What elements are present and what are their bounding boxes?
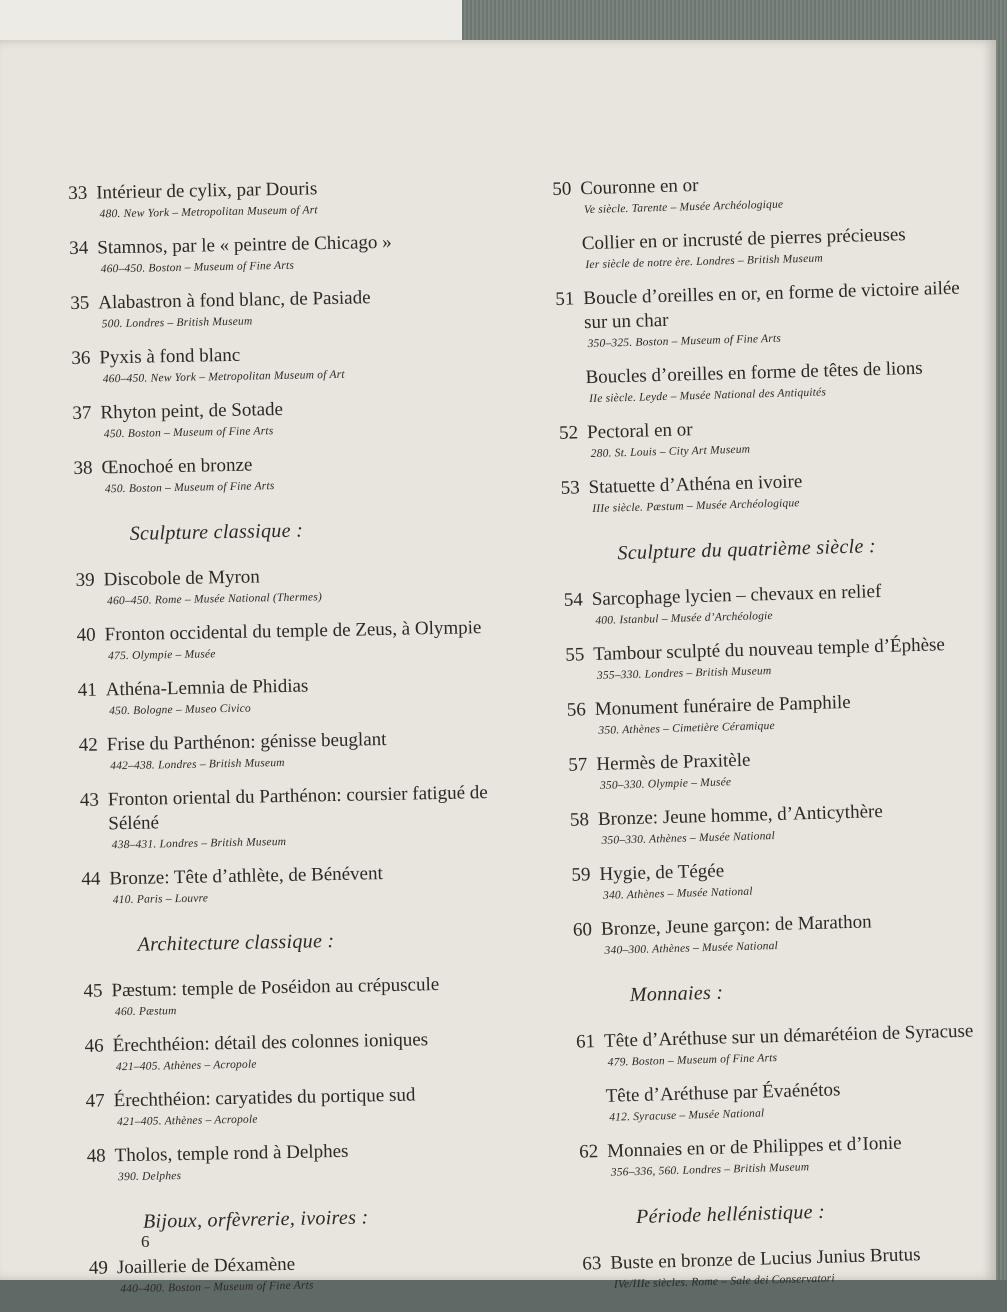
- entry-title: Sarcophage lycien – chevaux en relief: [591, 580, 882, 611]
- left-column: [68, 173, 570, 1312]
- entry-details: 450. Boston – Museum of Fine Arts: [103, 425, 274, 441]
- entry-details: 479. Boston – Museum of Fine Arts: [607, 1052, 778, 1069]
- entry-number: [578, 1102, 606, 1103]
- catalog-entry: [565, 632, 991, 685]
- entry-number: 43: [79, 789, 100, 811]
- entry-details: 438–431. Londres – British Museum: [111, 835, 287, 852]
- entry-details: IVe/IIIe siècles. Rome – Sale dei Conservatori: [613, 1272, 835, 1291]
- entry-number: 57: [568, 754, 588, 776]
- entry-details: 450. Bologne – Museo Civico: [109, 702, 252, 718]
- entry-details: 350. Athènes – Cimetière Céramique: [598, 719, 775, 737]
- entry-title: Érechthéion: caryatides du portique sud: [113, 1084, 416, 1112]
- catalog-entry: [582, 1241, 1007, 1294]
- entry-number: 52: [558, 422, 579, 444]
- entry-title: Pectoral en or: [586, 419, 693, 444]
- entry-number: 50: [552, 178, 572, 200]
- entry-details: 350–330. Athènes – Musée National: [601, 830, 776, 847]
- previous-page-edge: [0, 0, 462, 44]
- entry-title: Bronze: Jeune homme, d’Anticythère: [597, 801, 884, 830]
- entry-details: IIe siècle. Leyde – Musée National des Antiquités: [589, 386, 827, 406]
- entry-title: Fronton occidental du temple de Zeus, à Olympie: [104, 617, 482, 646]
- entry-details: 390. Delphes: [117, 1170, 182, 1184]
- entry-number: 34: [69, 237, 89, 259]
- catalog-entry: [559, 410, 985, 463]
- entry-details: 450. Boston – Museum of Fine Arts: [104, 480, 275, 496]
- catalog-entry: [68, 173, 549, 223]
- entry-number: 62: [578, 1141, 599, 1163]
- entry-title: Boucle d’oreilles en or, en forme de victoire ailée: [583, 277, 960, 310]
- entry-details: Ve siècle. Tarente – Musée Archéologique: [583, 198, 784, 217]
- entry-details: 480. New York – Metropolitan Museum of Art: [99, 204, 318, 221]
- catalog-entry: [563, 577, 989, 630]
- catalog-entry: [84, 1026, 565, 1076]
- catalog-entry: [89, 1248, 570, 1298]
- catalog-entry: [85, 1081, 566, 1131]
- entry-title: Tête d’Aréthuse par Évaénétos: [605, 1079, 841, 1107]
- entry-title: Bronze: Tête d’athlète, de Bénévent: [109, 863, 383, 890]
- catalog-entry: [560, 465, 986, 518]
- catalog-entry: [573, 907, 999, 960]
- entry-number: 60: [572, 919, 593, 941]
- catalog-entry: [557, 355, 983, 408]
- catalog-entry: [576, 1019, 1002, 1072]
- entry-details: 421–405. Athènes – Acropole: [116, 1113, 258, 1129]
- entry-title: Couronne en or: [580, 174, 699, 200]
- catalog-entry: [83, 971, 564, 1021]
- entry-number: 38: [73, 457, 93, 479]
- entry-number: 42: [78, 734, 99, 756]
- entry-details: 442–438. Londres – British Museum: [110, 756, 285, 773]
- entry-number: 51: [555, 288, 575, 310]
- entry-title: Pæstum: temple de Poséidon au crépuscule: [111, 974, 440, 1002]
- entry-number: 47: [85, 1090, 105, 1112]
- entry-details: 340. Athènes – Musée National: [602, 885, 753, 902]
- entry-title: Érechthéion: détail des colonnes ioniques: [112, 1029, 429, 1057]
- entry-title: Œnochoé en bronze: [101, 454, 253, 479]
- entry-details: 440–400. Boston – Museum of Fine Arts: [120, 1279, 314, 1296]
- entry-number: 35: [70, 292, 90, 314]
- entry-number: 55: [565, 644, 585, 666]
- catalog-entry: [76, 615, 557, 665]
- section-heading: Sculpture du quatrième siècle :: [617, 535, 877, 565]
- catalog-entry: [69, 228, 550, 278]
- entry-number: 61: [575, 1031, 596, 1053]
- entry-details: 356–336, 560. Londres – British Museum: [610, 1161, 810, 1179]
- entry-number: [558, 383, 586, 384]
- entry-details: 340–300. Athènes – Musée National: [604, 939, 779, 957]
- entry-title: Bronze, Jeune garçon: de Marathon: [600, 911, 872, 940]
- entry-title: Hermès de Praxitèle: [596, 749, 751, 775]
- entry-number: [554, 249, 582, 250]
- entry-details: 350–325. Boston – Museum of Fine Arts: [587, 332, 782, 351]
- entry-details: 475. Olympie – Musée: [107, 648, 216, 663]
- entry-title: Intérieur de cylix, par Douris: [96, 178, 318, 204]
- entry-title-continued: sur un char: [583, 309, 669, 334]
- entry-details: IIIe siècle. Pæstum – Musée Archéologique: [592, 497, 800, 516]
- entry-details: 500. Londres – British Museum: [101, 315, 253, 331]
- entry-title: Statuette d’Athéna en ivoire: [588, 471, 803, 499]
- entry-number: 48: [86, 1145, 106, 1167]
- entry-title: Athéna-Lemnia de Phidias: [105, 675, 309, 701]
- entry-details: 400. Istanbul – Musée d’Archéologie: [595, 610, 773, 627]
- entry-title-continued: Séléné: [108, 812, 160, 835]
- entry-number: 45: [83, 980, 103, 1002]
- catalog-entry: [568, 742, 994, 795]
- catalog-entry: [555, 276, 982, 353]
- entry-title: Joaillerie de Déxamène: [116, 1253, 296, 1279]
- entry-details: 460–450. Boston – Museum of Fine Arts: [100, 259, 295, 276]
- catalog-entry: [79, 725, 560, 775]
- catalog-entry: [554, 221, 980, 274]
- section-heading: Sculpture classique :: [129, 519, 304, 545]
- entry-details: 460–450. Rome – Musée National (Thermes): [106, 591, 323, 608]
- entry-title: Monnaies en or de Philippes et d’Ionie: [606, 1132, 902, 1162]
- entry-details: 410. Paris – Louvre: [112, 892, 209, 907]
- catalog-entry: [73, 448, 554, 498]
- entry-details: 421–405. Athènes – Acropole: [115, 1058, 257, 1074]
- entry-number: 44: [81, 868, 101, 890]
- page-number: 6: [141, 1232, 150, 1251]
- entry-title: Alabastron à fond blanc, de Pasiade: [98, 287, 371, 314]
- section-heading: Bijoux, orfèvrerie, ivoires :: [142, 1206, 369, 1233]
- catalog-entry: [80, 780, 561, 854]
- section-heading: Architecture classique :: [137, 930, 335, 956]
- section-heading: Période hellénistique :: [635, 1200, 826, 1229]
- entry-number: 59: [571, 864, 591, 886]
- catalog-entry: [72, 393, 553, 443]
- entry-number: 37: [72, 402, 92, 424]
- catalog-entry: [570, 797, 996, 850]
- catalog-entry: [75, 560, 556, 610]
- entry-title: Rhyton peint, de Sotade: [100, 398, 284, 424]
- entry-details: Ier siècle de notre ère. Londres – British Museum: [585, 252, 824, 272]
- entry-details: 460. Pæstum: [114, 1005, 177, 1019]
- entry-title: Stamnos, par le « peintre de Chicago »: [97, 231, 392, 259]
- entry-number: 63: [582, 1253, 602, 1275]
- entry-title: Tambour sculpté du nouveau temple d’Éphèse: [593, 634, 946, 666]
- entry-number: 56: [566, 699, 587, 721]
- entry-title: Pyxis à fond blanc: [99, 344, 241, 369]
- catalog-entry: [571, 852, 997, 905]
- entry-title: Hygie, de Tégée: [599, 860, 725, 885]
- entry-details: 460–450. New York – Metropolitan Museum of Art: [102, 368, 345, 386]
- right-column: [552, 166, 1007, 1307]
- catalog-entry: [567, 687, 993, 740]
- entry-number: 54: [563, 589, 584, 611]
- book-page: [0, 40, 996, 1296]
- catalog-entry: [70, 283, 551, 333]
- entry-title: Tête d’Aréthuse sur un démarétéion de Syracuse: [603, 1020, 974, 1052]
- entry-title: Fronton oriental du Parthénon: coursier fatigué de: [107, 782, 488, 811]
- entry-title: Buste en bronze de Lucius Junius Brutus: [610, 1244, 921, 1274]
- entry-details: 350–330. Olympie – Musée: [599, 776, 732, 792]
- entry-number: 53: [560, 477, 580, 499]
- catalog-entry: [577, 1074, 1003, 1127]
- catalog-entry: [86, 1136, 567, 1186]
- entry-number: 33: [68, 182, 88, 204]
- entry-details: 280. St. Louis – City Art Museum: [590, 443, 751, 461]
- entry-number: 36: [71, 347, 91, 369]
- entry-number: 39: [75, 569, 95, 591]
- entry-title: Tholos, temple rond à Delphes: [114, 1140, 349, 1167]
- entry-title: Monument funéraire de Pamphile: [594, 691, 851, 721]
- catalog-entry: [78, 670, 559, 720]
- entry-number: 49: [88, 1257, 109, 1279]
- entry-details: 355–330. Londres – British Museum: [596, 665, 772, 682]
- entry-title: Discobole de Myron: [103, 566, 261, 591]
- catalog-entry: [71, 338, 552, 388]
- catalog-entry: [552, 166, 978, 219]
- entry-number: 58: [569, 809, 590, 831]
- catalog-entry: [81, 859, 562, 909]
- entry-number: 46: [84, 1035, 104, 1057]
- entry-title: Frise du Parthénon: génisse beuglant: [106, 728, 387, 756]
- entry-title: Collier en or incrusté de pierres précieuses: [581, 224, 906, 255]
- section-heading: Monnaies :: [629, 981, 724, 1007]
- entry-details: 412. Syracuse – Musée National: [609, 1107, 765, 1124]
- entry-number: 40: [76, 624, 96, 646]
- entry-number: 41: [77, 679, 97, 701]
- entry-title: Boucles d’oreilles en forme de têtes de lions: [585, 357, 923, 389]
- catalog-entry: [579, 1129, 1005, 1182]
